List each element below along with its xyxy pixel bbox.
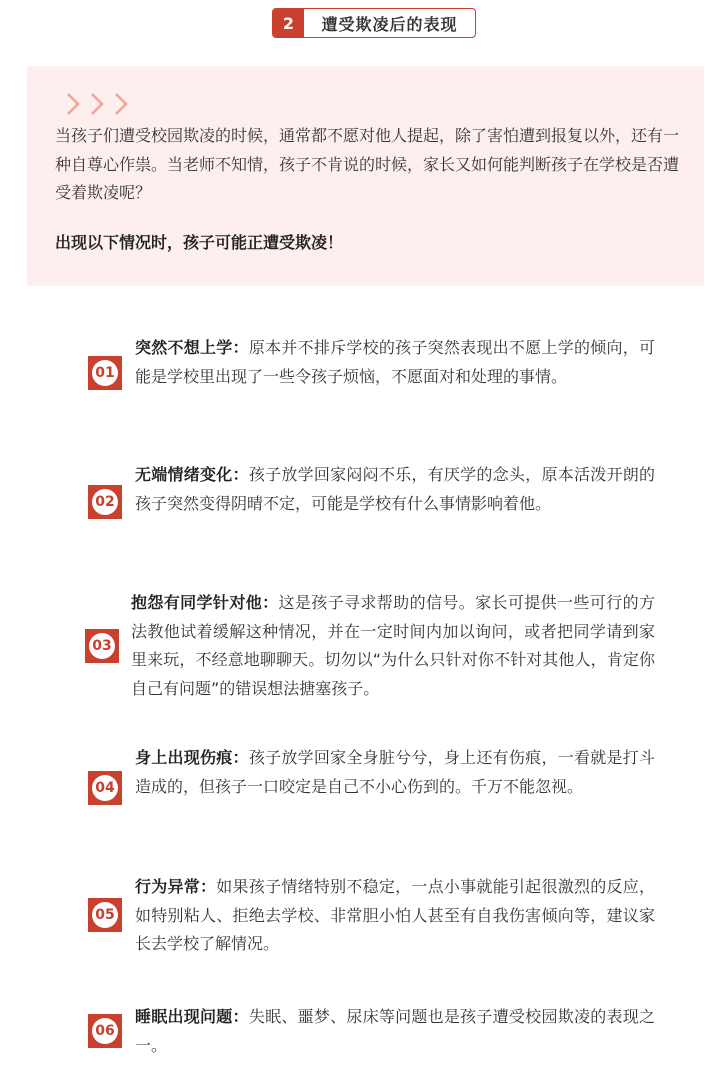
item-text (135, 873, 655, 959)
item-title: 身上出现伤痕： (135, 748, 249, 767)
item-description: 原本并不排斥学校的孩子突然表现出不愿上学的倾向，可能是学校里出现了一些令孩子烦恼，不愿面对和处理的事情。 (135, 338, 655, 386)
item-description: 这是孩子寻求帮助的信号。家长可提供一些可行的方法教他试着缓解这种情况，并在一定时间内加以询问，或者把同学请到家里来玩，不经意地聊聊天。切勿以“为什么只针对你不针对其他人，肯定你自己有问题”的错误想法搪塞孩子。 (131, 593, 655, 698)
item-text (135, 744, 655, 801)
section-number: 2 (273, 9, 304, 37)
item-text (135, 1003, 655, 1060)
item-description: 孩子放学回家闷闷不乐，有厌学的念头，原本活泼开朗的孩子突然变得阴晴不定，可能是学校有什么事情影响着他。 (135, 465, 655, 513)
item-title: 突然不想上学： (135, 338, 249, 357)
item-text (135, 334, 655, 391)
number-badge (88, 485, 122, 519)
badge-number: 06 (92, 1018, 118, 1044)
badge-number: 02 (92, 489, 118, 515)
badge-number: 04 (92, 775, 118, 801)
number-badge (88, 1014, 122, 1048)
badge-number: 01 (92, 360, 118, 386)
section-title: 遭受欺凌后的表现 (321, 14, 458, 34)
item-title: 行为异常： (135, 877, 217, 896)
item-title: 抱怨有同学针对他： (131, 593, 279, 612)
number-badge (88, 771, 122, 805)
number-badge (88, 898, 122, 932)
badge-number: 05 (92, 902, 118, 928)
item-title: 无端情绪变化： (135, 465, 249, 484)
section-title-badge (272, 8, 476, 38)
intro-box (27, 66, 704, 286)
badge-number: 03 (89, 633, 115, 659)
number-badge (85, 629, 119, 663)
intro-paragraph: 当孩子们遭受校园欺凌的时候，通常都不愿对他人提起，除了害怕遭到报复以外，还有一种自尊心作祟。当老师不知情，孩子不肯说的时候，家长又如何能判断孩子在学校是否遭受着欺凌呢？ (55, 126, 680, 202)
item-text (131, 589, 655, 703)
triple-chevron-right-icon (65, 92, 135, 116)
item-text (135, 461, 655, 518)
item-description: 失眠、噩梦、尿床等问题也是孩子遭受校园欺凌的表现之一。 (135, 1007, 655, 1055)
intro-warning: 出现以下情况时，孩子可能正遭受欺凌！ (55, 233, 344, 252)
item-title: 睡眠出现问题： (135, 1007, 249, 1026)
item-description: 孩子放学回家全身脏兮兮，身上还有伤痕，一看就是打斗造成的，但孩子一口咬定是自己不小心伤到的。千万不能忽视。 (135, 748, 655, 796)
item-description: 如果孩子情绪特别不稳定，一点小事就能引起很激烈的反应，如特别粘人、拒绝去学校、非常胆小怕人甚至有自我伤害倾向等，建议家长去学校了解情况。 (135, 877, 655, 953)
number-badge (88, 356, 122, 390)
